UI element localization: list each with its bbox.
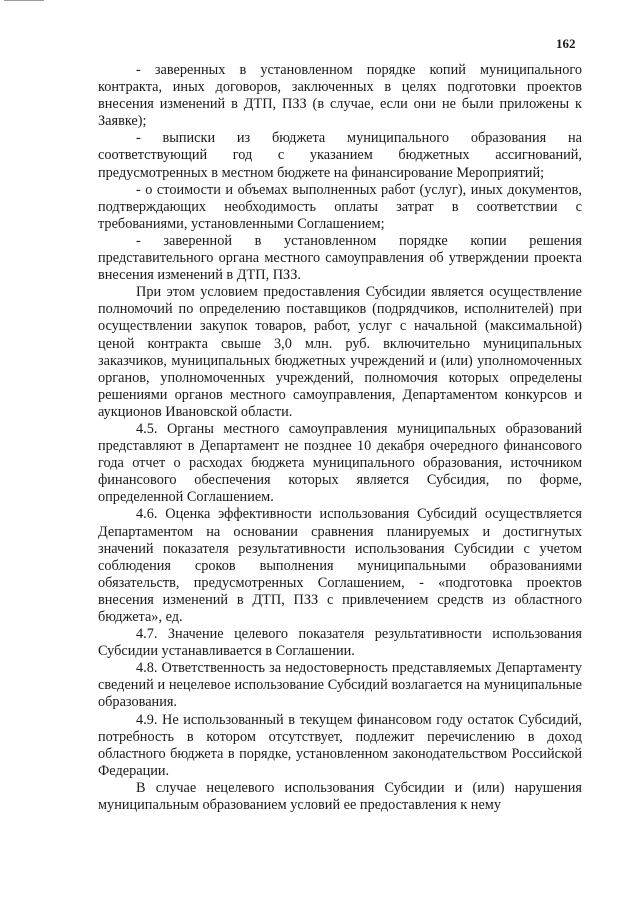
document-body: [98, 62, 582, 814]
paragraph-4-9-unused-balance: 4.9. Не использованный в текущем финансовом году остаток Субсидий, потребность в котором отсутствует, подлежит перечислению в доход областного бюджета в порядке, установленном законодательством Российской Федерации.: [98, 711, 582, 779]
paragraph-work-cost-documents: - о стоимости и объемах выполненных работ (услуг), иных документов, подтверждающих необходимость оплаты затрат в соответствии с требованиями, установленными Соглашением;: [98, 181, 582, 232]
paragraph-4-8-responsibility: 4.8. Ответственность за недостоверность представляемых Департаменту сведений и нецелевое использование Субсидий возлагается на муниципальные образования.: [98, 660, 582, 711]
paragraph-4-6-efficiency-assessment: 4.6. Оценка эффективности использования Субсидий осуществляется Департаментом на основании сравнения планируемых и достигнутых значений показателя результативности использования Субсидии с учетом соблюдения сроков выполнения муниципальными образованиями обязательств, предусмотренных Соглашением, - «подготовка проектов внесения изменений в ДТП, ПЗЗ с привлечением средств из областного бюджета», ед.: [98, 506, 582, 625]
paragraph-budget-extract: - выписки из бюджета муниципального образования на соответствующий год с указанием бюджетных ассигнований, предусмотренных в местном бюджете на финансирование Мероприятий;: [98, 130, 582, 181]
paragraph-misuse-case: В случае нецелевого использования Субсидии и (или) нарушения муниципальным образованием условий ее предоставления к нему: [98, 779, 582, 814]
paragraph-4-7-target-indicator: 4.7. Значение целевого показателя результативности использования Субсидии устанавливается в Соглашении.: [98, 626, 582, 660]
scan-edge-mark: [4, 0, 44, 4]
paragraph-certified-contract-copies: - заверенных в установленном порядке копий муниципального контракта, иных договоров, заключенных в целях подготовки проектов внесения изменений в ДТП, ПЗЗ (в случае, если они не были приложены к Заявке);: [98, 62, 582, 130]
paragraph-representative-body-decision: - заверенной в установленном порядке копии решения представительного органа местного самоуправления об утверждении проекта внесения изменений в ДТП, ПЗЗ.: [98, 232, 582, 284]
paragraph-4-5-expense-report: 4.5. Органы местного самоуправления муниципальных образований представляют в Департамент не позднее 10 декабря очередного финансового года отчет о расходах бюджета муниципального образования, источником финансового обеспечения которых является Субсидия, по форме, определенной Соглашением.: [98, 420, 582, 506]
paragraph-subsidy-condition: При этом условием предоставления Субсидии является осуществление полномочий по определению поставщиков (подрядчиков, исполнителей) при осуществлении закупок товаров, работ, услуг с начальной (максимальной) ценой контракта свыше 3,0 млн. руб. включительно муниципальных заказчиков, муниципальных бюджетных учреждений и (или) уполномоченных органов, уполномоченных учреждений, полномочия которых определены решениями органов местного самоуправления, Департаментом конкурсов и аукционов Ивановской области.: [98, 284, 582, 420]
page-number: 162: [556, 36, 576, 51]
